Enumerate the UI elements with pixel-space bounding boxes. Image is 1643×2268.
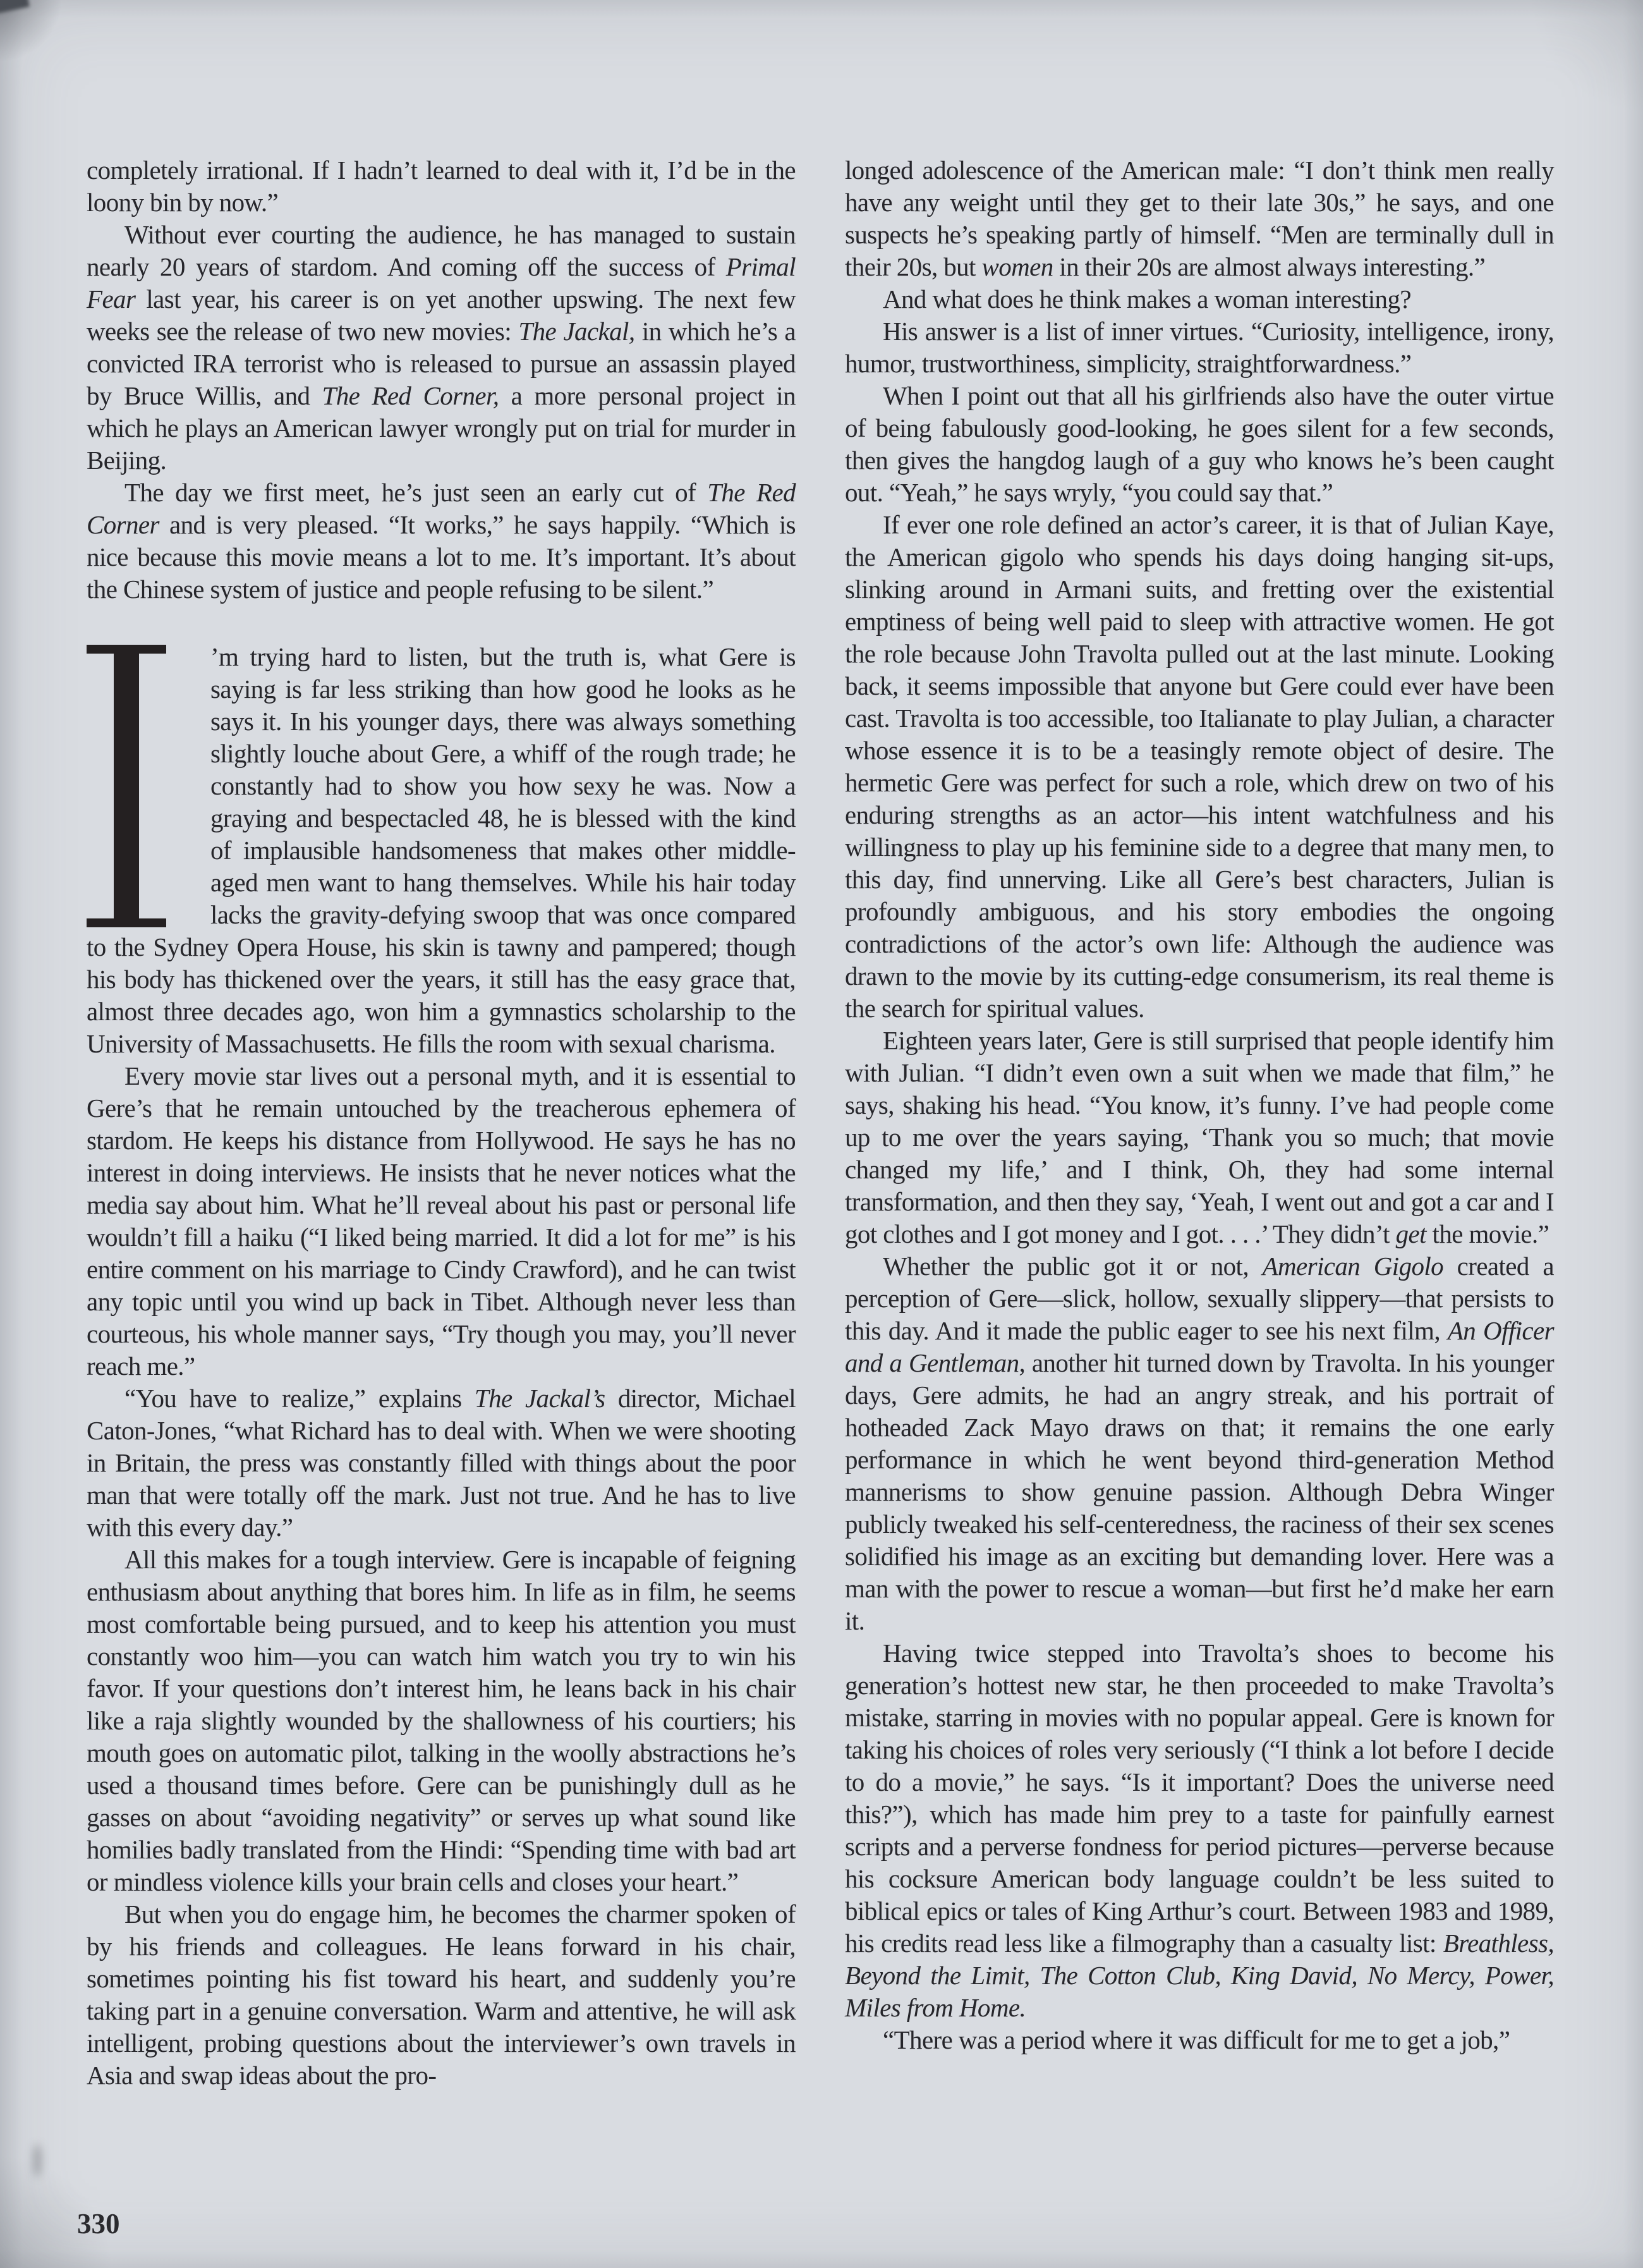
text-run: His answer is a list of inner virtues. “Curiosity, intelligence, irony, humor, trustworthiness, simplicity, straightforwardness.” xyxy=(845,317,1554,378)
dropcap-serif xyxy=(87,645,166,654)
text-run: Whether the public got it or not, xyxy=(883,1252,1263,1281)
article-paragraph xyxy=(845,509,1554,1025)
text-run: Breathless, Beyond the Limit, The Cotton Club, King David, No Mercy, Power, Miles from Home. xyxy=(845,1929,1554,2022)
left-column xyxy=(87,154,796,2092)
page-number: 330 xyxy=(77,2208,120,2240)
article-paragraph xyxy=(845,1637,1554,2024)
text-run: An Officer and a Gentleman, xyxy=(845,1316,1554,1377)
text-run: “You have to realize,” explains xyxy=(124,1384,475,1413)
article-paragraph xyxy=(845,154,1554,283)
text-run: the movie.” xyxy=(1426,1219,1549,1248)
text-run: But when you do engage him, he becomes the charmer spoken of by his friends and colleagues. He leans forward in his chair, sometimes pointing his fist toward his heart, and suddenly you’re taking part in a genuine conversation. Warm and attentive, he will ask intelligent, probing questions about the interviewer’s own travels in Asia and swap ideas about the pro- xyxy=(87,1899,796,2090)
text-run: in their 20s are almost always interesting.” xyxy=(1053,252,1486,281)
article-paragraph xyxy=(87,477,796,606)
text-run: American Gigolo xyxy=(1262,1252,1444,1281)
text-run: and is very pleased. “It works,” he says happily. “Which is nice because this movie means a lot to me. It’s important. It’s about the Chinese system of justice and people refusing to be silent.” xyxy=(87,510,796,604)
article-paragraph xyxy=(845,2024,1554,2056)
dropcap-serif xyxy=(87,918,166,927)
text-run: in which he’s a convicted IRA terrorist who is released to pursue an assassin played by Bruce Willis, and xyxy=(87,317,796,410)
text-run: a more personal project in which he plays an American lawyer wrongly put on trial for murder in Beijing. xyxy=(87,381,796,475)
text-run: The Jackal, xyxy=(518,317,635,346)
article-paragraph xyxy=(845,1250,1554,1637)
article-paragraph xyxy=(845,1025,1554,1250)
right-column xyxy=(845,154,1554,2056)
text-run: director, Michael Caton-Jones, “what Richard has to deal with. When we were shooting in Britain, the press was constantly filled with things about the poor man that were totally off the mark. Just not true. And he has to live with this every day.” xyxy=(87,1384,796,1542)
text-run: And what does he think makes a woman interesting? xyxy=(883,284,1411,314)
text-run: All this makes for a tough interview. Gere is incapable of feigning enthusiasm about anything that bores him. In life as in film, he seems most comfortable being pursued, and to keep his attention you must constantly woo him—you can watch him watch you try to win his favor. If your questions don’t interest him, he leans back in his chair like a raja slightly wounded by the shallowness of his courtiers; his mouth goes on automatic pilot, talking in the woolly abstractions he’s used a thousand times before. Gere can be punishingly dull as he gasses on about “avoiding negativity” or serves up what sound like homilies badly translated from the Hindi: “Spending time with bad art or mindless violence kills your brain cells and closes your heart.” xyxy=(87,1545,796,1896)
text-run: created a perception of Gere—slick, hollow, sexually slippery—that persists to this day. And it made the public eager to see his next film, xyxy=(845,1252,1554,1345)
text-run: get xyxy=(1395,1219,1426,1248)
text-run: If ever one role defined an actor’s career, it is that of Julian Kaye, the American gigolo who spends his days doing hanging sit-ups, slinking around in Armani suits, and fretting over the existential emptiness of being well paid to sleep with attractive women. He got the role because John Travolta pulled out at the last minute. Looking back, it seems impossible that anyone but Gere could ever have been cast. Travolta is too accessible, too Italianate to play Julian, a character whose essence it is to be a teasingly remote object of desire. The hermetic Gere was perfect for such a role, which drew on two of his enduring strengths as an actor—his intent watchfulness and his willingness to play up his feminine side to a degree that many men, to this day, find unnerving. Like all Gere’s best characters, Julian is profoundly ambiguous, and his story embodies the ongoing contradictions of the actor’s own life: Although the audience was drawn to the movie by its cutting-edge consumerism, its real theme is the search for spiritual values. xyxy=(845,510,1554,1023)
article-paragraph xyxy=(87,154,796,219)
article-paragraph xyxy=(87,219,796,477)
text-run: The day we first meet, he’s just seen an early cut of xyxy=(124,478,708,507)
text-run: The Red Corner xyxy=(87,478,796,539)
text-run: The Red Corner, xyxy=(322,381,499,410)
article-paragraph xyxy=(87,1544,796,1898)
text-run: Eighteen years later, Gere is still surprised that people identify him with Julian. “I didn’t even own a suit when we made that film,” he says, shaking his head. “You know, it’s funny. I’ve had people come up to me over the years saying, ‘Thank you so much; that movie changed my life,’ and I think, Oh, they had some internal transformation, and then they say, ‘Yeah, I went out and got a car and I got clothes and I got money and I got. . . .’ They didn’t xyxy=(845,1026,1554,1248)
article-paragraph xyxy=(845,380,1554,509)
text-run: another hit turned down by Travolta. In his younger days, Gere admits, he had an angry streak, and his portrait of hotheaded Zack Mayo draws on that; it remains the one early performance in which he went beyond third-generation Method mannerisms to show genuine passion. Although Debra Winger publicly tweaked his self-centeredness, the raciness of their sex scenes solidified his image as an exciting but demanding lover. Here was a man with the power to rescue a woman—but first he’d make her earn it. xyxy=(845,1348,1555,1635)
article-paragraph xyxy=(845,283,1554,315)
scan-edge-smudge xyxy=(33,2144,42,2177)
article-paragraph xyxy=(87,1898,796,2092)
article-paragraph xyxy=(845,315,1554,380)
text-run: “There was a period where it was difficult for me to get a job,” xyxy=(883,2025,1510,2054)
text-run: last year, his career is on yet another upswing. The next few weeks see the release of two new movies: xyxy=(87,284,796,346)
text-run: women xyxy=(981,252,1053,281)
text-run: Primal Fear xyxy=(87,252,796,314)
scan-corner-artifact xyxy=(0,0,30,16)
dropcap-stem xyxy=(114,654,139,918)
text-run: Without ever courting the audience, he has managed to sustain nearly 20 years of stardom. And coming off the success of xyxy=(87,220,796,281)
article-paragraph xyxy=(87,1382,796,1544)
dropcap-letter-i xyxy=(87,645,166,927)
text-run: Every movie star lives out a personal myth, and it is essential to Gere’s that he remain untouched by the treacherous ephemera of stardom. He keeps his distance from Hollywood. He says he has no interest in doing interviews. He insists that he never notices what the media say about him. What he’ll reveal about his past or personal life wouldn’t fill a haiku (“I liked being married. It did a lot for me” is his entire comment on his marriage to Cindy Crawford), and he can twist any topic until you wind up back in Tibet. Although never less than courteous, his whole manner says, “Try though you may, you’ll never reach me.” xyxy=(87,1061,796,1381)
text-run: The Jackal’s xyxy=(474,1384,605,1413)
article-paragraph xyxy=(87,1060,796,1382)
article-paragraph xyxy=(87,641,796,1060)
text-run: Having twice stepped into Travolta’s shoes to become his generation’s hottest new star, he then proceeded to make Travolta’s mistake, starring in movies with no popular appeal. Gere is known for taking his choices of roles very seriously (“I think a lot before I decide to do a movie,” he says. “Is it important? Does the universe need this?”), which has made him prey to a taste for painfully earnest scripts and a perverse fondness for period pictures—perverse because his cocksure American body language couldn’t be less suited to biblical epics or tales of King Arthur’s court. Between 1983 and 1989, his credits read less like a filmography than a casualty list: xyxy=(845,1638,1554,1958)
text-run: longed adolescence of the American male: “I don’t think men really have any weight until they get to their late 30s,” he says, and one suspects he’s speaking partly of himself. “Men are terminally dull in their 20s, but xyxy=(845,155,1554,281)
text-run: completely irrational. If I hadn’t learned to deal with it, I’d be in the loony bin by now.” xyxy=(87,155,796,217)
text-run: When I point out that all his girlfriends also have the outer virtue of being fabulously good-looking, he goes silent for a few seconds, then gives the hangdog laugh of a guy who knows he’s been caught out. “Yeah,” he says wryly, “you could say that.” xyxy=(845,381,1554,507)
text-run: ’m trying hard to listen, but the truth is, what Gere is saying is far less striking than how good he looks as he says it. In his younger days, there was always something slightly louche about Gere, a whiff of the rough trade; he constantly had to show you how sexy he was. Now a graying and bespectacled 48, he is blessed with the kind of implausible handsomeness that makes other middle-aged men want to hang themselves. While his hair today lacks the gravity-defying swoop that was once compared to the Sydney Opera House, his skin is tawny and pampered; though his body has thickened over the years, it still has the easy grace that, almost three decades ago, won him a gymnastics scholarship to the University of Massachusetts. He fills the room with sexual charisma. xyxy=(87,642,796,1058)
